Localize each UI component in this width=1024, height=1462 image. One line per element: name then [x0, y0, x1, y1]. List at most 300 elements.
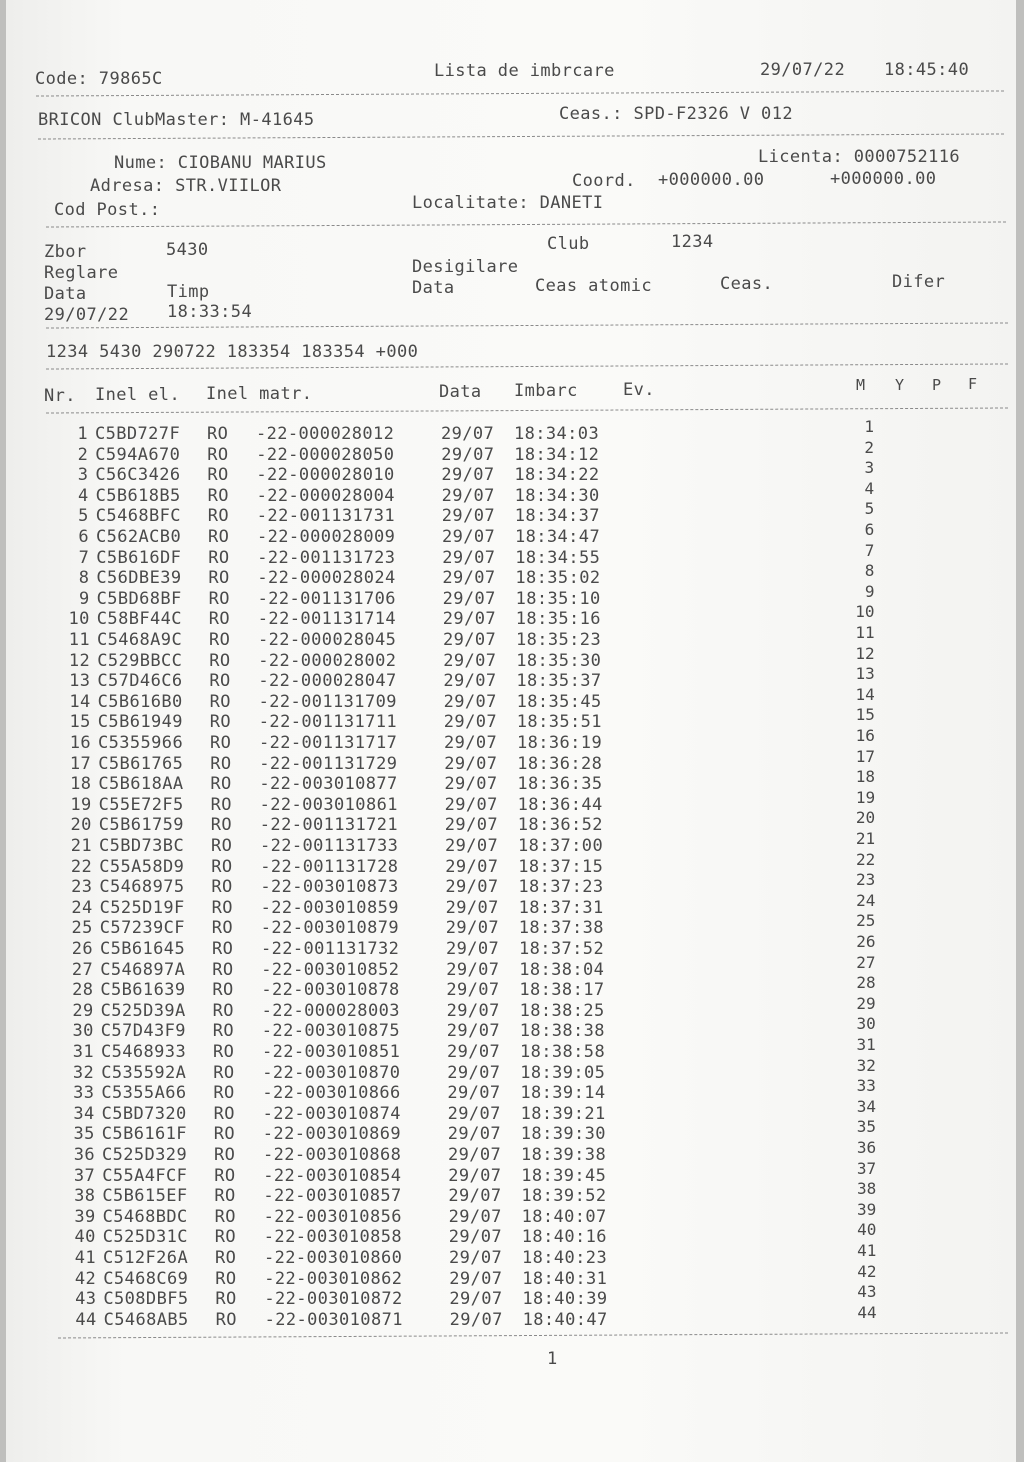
country-code: RO [211, 836, 233, 856]
country-code: RO [214, 1206, 236, 1227]
seal-data-label: Data [412, 278, 455, 298]
boarding-date: 29/07 [448, 1145, 502, 1165]
divider [46, 363, 1008, 369]
country-code: RO [209, 630, 231, 650]
ring-number: -22-000028012 [256, 424, 395, 444]
ring-number: -22-000028050 [256, 444, 395, 465]
boarding-date: 29/07 [446, 959, 500, 980]
boarding-time: 18:39:38 [521, 1145, 607, 1165]
ring-number: -22-000028002 [258, 650, 397, 671]
country-code: RO [207, 424, 229, 444]
country-code: RO [212, 980, 234, 1001]
electronic-ring: C525D19F [99, 897, 185, 918]
desigilare-label: Desigilare [412, 257, 519, 277]
country-code: RO [210, 753, 232, 774]
sequence-number: 13 [855, 664, 875, 684]
row-number: 41 [74, 1248, 96, 1268]
boarding-time: 18:35:51 [516, 712, 602, 733]
electronic-ring: C5BD727F [95, 424, 181, 444]
country-code: RO [213, 1103, 235, 1124]
clubmaster-id: BRICON ClubMaster: M-41645 [38, 110, 315, 130]
boarding-time: 18:36:35 [517, 774, 603, 795]
boarding-date: 29/07 [441, 444, 495, 465]
sequence-number: 7 [864, 540, 875, 560]
boarding-time: 18:34:47 [515, 527, 601, 547]
code-label: Code: 79865C [35, 69, 163, 89]
sequence-number: 22 [855, 849, 876, 869]
boarding-date: 29/07 [446, 1000, 500, 1021]
owner-address: Adresa: STR.VIILOR [90, 176, 282, 196]
country-code: RO [208, 588, 230, 609]
electronic-ring: C57D46C6 [97, 671, 183, 692]
country-code: RO [214, 1145, 236, 1165]
ring-number: -22-003010873 [260, 877, 399, 898]
sequence-number: 32 [856, 1055, 876, 1075]
ring-number: -22-001131733 [260, 836, 399, 856]
row-number: 1 [77, 424, 88, 444]
sequence-number: 4 [864, 478, 875, 498]
reglare-label: Reglare [44, 263, 119, 283]
sequence-number: 14 [855, 684, 875, 704]
electronic-ring: C57239CF [99, 918, 185, 939]
sequence-number: 41 [857, 1241, 877, 1260]
electronic-ring: C525D39A [100, 1000, 186, 1021]
ring-number: -22-003010851 [262, 1042, 401, 1062]
boarding-date: 29/07 [448, 1186, 502, 1207]
sequence-number: 29 [856, 993, 876, 1013]
ring-number: -22-003010866 [262, 1083, 401, 1104]
boarding-date: 29/07 [443, 691, 497, 712]
sequence-number: 42 [857, 1261, 877, 1281]
ring-number: -22-003010854 [263, 1165, 402, 1186]
ring-number: -22-001131723 [257, 547, 396, 568]
electronic-ring: C5B61765 [98, 753, 184, 774]
country-code: RO [211, 856, 233, 877]
electronic-ring: C5468BFC [95, 506, 181, 527]
country-code: RO [208, 527, 230, 547]
ring-number: -22-001131729 [259, 753, 398, 774]
ring-number: -22-003010877 [259, 774, 398, 795]
country-code: RO [209, 650, 231, 671]
sequence-number: 6 [864, 520, 875, 539]
boarding-time: 18:37:00 [518, 836, 604, 856]
electronic-ring: C5B615EF [102, 1186, 188, 1207]
row-number: 44 [75, 1309, 97, 1330]
sequence-number: 26 [856, 932, 876, 951]
ring-number: -22-003010870 [262, 1062, 401, 1083]
electronic-ring: C55A58D9 [99, 856, 185, 877]
row-number: 9 [78, 588, 90, 609]
country-code: RO [214, 1186, 236, 1207]
row-number: 33 [73, 1083, 95, 1104]
sequence-number: 16 [855, 726, 875, 745]
electronic-ring: C5468A9C [97, 630, 183, 650]
boarding-time: 18:36:52 [517, 815, 603, 836]
coord-longitude: +000000.00 [830, 169, 937, 189]
sequence-number: 28 [856, 973, 876, 993]
boarding-time: 18:35:45 [516, 691, 602, 712]
country-code: RO [215, 1309, 237, 1330]
ring-number: -22-001131706 [257, 588, 396, 609]
boarding-time: 18:40:47 [522, 1309, 608, 1330]
flight-summary-line: 1234 5430 290722 183354 183354 +000 [46, 342, 419, 362]
boarding-date: 29/07 [443, 630, 497, 650]
page-number: 1 [547, 1349, 558, 1369]
row-number: 14 [69, 691, 91, 712]
ring-number: -22-003010871 [264, 1309, 403, 1330]
row-number: 31 [72, 1042, 94, 1062]
boarding-date: 29/07 [447, 1042, 501, 1062]
row-number: 18 [70, 774, 92, 795]
sequence-number: 38 [856, 1179, 877, 1199]
ring-number: -22-000028009 [257, 527, 396, 547]
ring-number: -22-000028003 [261, 1000, 400, 1021]
country-code: RO [207, 506, 230, 527]
ring-number: -22-003010869 [262, 1124, 402, 1145]
boarding-date: 29/07 [449, 1248, 503, 1268]
ring-number: -22-003010874 [262, 1103, 401, 1124]
divider [46, 407, 1008, 413]
row-number: 38 [74, 1186, 96, 1207]
ring-number: -22-003010858 [263, 1227, 403, 1248]
sequence-number: 9 [864, 581, 875, 601]
electronic-ring: C5BD7320 [101, 1103, 187, 1124]
boarding-date: 29/07 [441, 424, 495, 444]
boarding-time: 18:38:04 [519, 959, 605, 980]
boarding-date: 29/07 [445, 918, 499, 939]
row-number: 21 [70, 836, 92, 856]
boarding-time: 18:35:23 [516, 630, 602, 650]
country-code: RO [215, 1248, 237, 1268]
timp-label: Timp [167, 282, 210, 302]
divider [36, 90, 1004, 96]
boarding-time: 18:39:52 [521, 1186, 607, 1207]
sequence-number: 36 [856, 1138, 877, 1157]
sequence-number: 19 [855, 787, 876, 807]
row-number: 13 [69, 671, 91, 692]
ring-number: -22-000028004 [256, 485, 395, 506]
country-code: RO [211, 918, 234, 939]
electronic-ring: C525D31C [102, 1227, 188, 1248]
row-number: 20 [70, 815, 92, 836]
row-number: 22 [70, 856, 93, 877]
row-number: 15 [69, 712, 91, 733]
col-y: Y [895, 376, 905, 394]
country-code: RO [213, 1062, 235, 1083]
row-number: 42 [74, 1268, 97, 1289]
sequence-number: 25 [856, 911, 876, 931]
col-nr: Nr. [44, 386, 76, 406]
row-number: 2 [77, 444, 89, 465]
sequence-number: 27 [856, 952, 876, 972]
boarding-time: 18:34:12 [514, 444, 600, 465]
row-number: 29 [72, 1000, 94, 1021]
boarding-time: 18:35:37 [516, 671, 602, 692]
row-number: 12 [68, 650, 91, 671]
data-label: Data [44, 284, 87, 304]
country-code: RO [214, 1227, 237, 1248]
ring-number: -22-003010872 [264, 1289, 403, 1310]
sequence-number: 12 [855, 643, 875, 663]
clock-label: Ceas. [720, 274, 774, 294]
boarding-date: 29/07 [444, 774, 498, 795]
ring-number: -22-003010857 [263, 1186, 402, 1207]
sequence-number: 44 [857, 1302, 877, 1322]
boarding-date: 29/07 [449, 1309, 503, 1330]
electronic-ring: C5468975 [99, 877, 185, 898]
country-code: RO [208, 547, 230, 568]
country-code: RO [211, 897, 233, 918]
country-code: RO [210, 815, 233, 836]
country-code: RO [213, 1042, 235, 1062]
boarding-date: 29/07 [448, 1165, 502, 1186]
sequence-number: 15 [855, 705, 875, 725]
electronic-ring: C5B6161F [101, 1124, 187, 1145]
row-number: 39 [74, 1206, 96, 1227]
boarding-date: 29/07 [446, 1021, 500, 1042]
ring-number: -22-000028045 [258, 630, 397, 650]
ring-number: -22-003010861 [259, 794, 398, 815]
boarding-date: 29/07 [442, 568, 496, 589]
boarding-date: 29/07 [444, 794, 498, 815]
country-code: RO [210, 774, 232, 795]
row-number: 28 [72, 980, 94, 1001]
boarding-time: 18:39:14 [520, 1083, 606, 1104]
boarding-time: 18:38:38 [519, 1021, 605, 1042]
club-number: 1234 [671, 232, 714, 252]
country-code: RO [209, 691, 231, 712]
country-code: RO [212, 1000, 234, 1021]
ring-number: -22-001131714 [257, 609, 397, 630]
country-code: RO [208, 568, 230, 589]
electronic-ring: C508DBF5 [103, 1289, 189, 1310]
club-label: Club [547, 234, 590, 254]
electronic-ring: C5468C69 [103, 1268, 189, 1289]
clock-id: Ceas.: SPD-F2326 V 012 [559, 104, 793, 124]
row-number: 4 [77, 485, 89, 506]
col-inel-el: Inel el. [95, 385, 181, 405]
row-number: 26 [71, 939, 93, 959]
col-m: M [856, 376, 866, 394]
country-code: RO [213, 1124, 236, 1145]
boarding-time: 18:37:15 [518, 856, 604, 877]
sequence-number: 33 [856, 1076, 876, 1096]
boarding-time: 18:38:25 [519, 1000, 605, 1021]
row-number: 35 [73, 1124, 95, 1145]
ring-number: -22-001131717 [259, 733, 398, 753]
country-code: RO [209, 671, 231, 692]
row-number: 10 [68, 609, 90, 630]
row-number: 27 [71, 959, 94, 980]
boarding-time: 18:37:23 [518, 877, 604, 898]
boarding-time: 18:34:55 [515, 547, 601, 568]
electronic-ring: C5B61949 [97, 712, 183, 733]
country-code: RO [213, 1083, 235, 1104]
ring-number: -22-001131731 [256, 506, 396, 527]
col-ev: Ev. [623, 380, 655, 400]
ring-number: -22-003010879 [260, 918, 400, 939]
electronic-ring: C5B616B0 [97, 691, 183, 712]
electronic-ring: C58BF44C [96, 609, 182, 630]
country-code: RO [207, 485, 229, 506]
boarding-time: 18:39:30 [520, 1124, 606, 1145]
row-number: 34 [73, 1103, 95, 1124]
electronic-ring: C55E72F5 [98, 794, 184, 815]
electronic-ring: C56DBE39 [96, 568, 182, 589]
printout-sheet [6, 0, 1016, 1462]
row-number: 30 [72, 1021, 94, 1042]
boarding-time: 18:35:30 [516, 650, 602, 671]
boarding-date: 29/07 [446, 939, 500, 959]
electronic-ring: C55A4FCF [102, 1165, 188, 1186]
boarding-date: 29/07 [447, 1083, 501, 1104]
sequence-number: 43 [857, 1282, 877, 1302]
boarding-date: 29/07 [447, 1124, 501, 1145]
sequence-number: 10 [855, 602, 875, 622]
boarding-date: 29/07 [445, 897, 499, 918]
country-code: RO [212, 1021, 235, 1042]
boarding-time: 18:39:05 [520, 1062, 606, 1083]
ring-number: -22-001131709 [258, 691, 397, 712]
boarding-time: 18:35:10 [515, 588, 601, 609]
print-time: 18:45:40 [884, 60, 970, 80]
sequence-number: 23 [856, 870, 876, 890]
row-number: 32 [72, 1062, 95, 1083]
licence-number: Licenta: 0000752116 [758, 147, 961, 167]
ring-number: -22-001131728 [260, 856, 399, 877]
electronic-ring: C562ACB0 [96, 527, 182, 547]
electronic-ring: C525D329 [102, 1145, 188, 1165]
row-number: 7 [78, 547, 90, 568]
row-number: 37 [73, 1165, 96, 1186]
row-number: 43 [75, 1289, 97, 1310]
row-number: 25 [71, 918, 93, 939]
electronic-ring: C5BD68BF [96, 588, 182, 609]
boarding-date: 29/07 [442, 609, 496, 630]
electronic-ring: C56C3426 [95, 465, 181, 486]
row-number: 6 [78, 527, 89, 547]
electronic-ring: C546897A [100, 959, 186, 980]
ring-number: -22-003010852 [261, 959, 400, 980]
sequence-number: 17 [855, 746, 875, 766]
electronic-ring: C535592A [101, 1062, 187, 1083]
print-date: 29/07/22 [760, 60, 846, 80]
electronic-ring: C512F26A [103, 1248, 189, 1268]
boarding-date: 29/07 [447, 1062, 501, 1083]
sequence-number: 5 [864, 499, 875, 519]
atomic-clock-label: Ceas atomic [535, 276, 652, 296]
boarding-date: 29/07 [449, 1289, 503, 1310]
country-code: RO [208, 609, 231, 630]
boarding-date: 29/07 [448, 1206, 502, 1227]
country-code: RO [211, 877, 233, 898]
boarding-time: 18:40:23 [522, 1248, 608, 1268]
boarding-date: 29/07 [447, 1103, 501, 1124]
boarding-time: 18:34:22 [514, 465, 600, 486]
boarding-date: 29/07 [445, 877, 499, 898]
row-number: 23 [71, 877, 93, 898]
electronic-ring: C529BBCC [97, 650, 183, 671]
difference-label: Difer [892, 272, 946, 292]
row-number: 40 [74, 1227, 96, 1248]
row-number: 11 [68, 630, 90, 650]
boarding-time: 18:39:21 [520, 1103, 606, 1124]
boarding-date: 29/07 [442, 527, 496, 547]
electronic-ring: C57D43F9 [100, 1021, 186, 1042]
boarding-date: 29/07 [443, 671, 497, 692]
row-number: 17 [69, 753, 92, 774]
boarding-time: 18:36:44 [517, 794, 603, 815]
country-code: RO [210, 794, 232, 815]
flight-number: 5430 [166, 240, 209, 260]
boarding-date: 29/07 [444, 753, 498, 774]
coords-label: Coord. [572, 171, 636, 191]
boarding-date: 29/07 [445, 856, 499, 877]
electronic-ring: C5B618B5 [95, 485, 181, 506]
ring-number: -22-003010860 [264, 1248, 403, 1268]
flight-label: Zbor [44, 242, 87, 262]
owner-name: Nume: CIOBANU MARIUS [114, 153, 327, 173]
ring-number: -22-000028024 [257, 568, 396, 589]
boarding-date: 29/07 [443, 712, 497, 733]
country-code: RO [212, 959, 234, 980]
divider [58, 1333, 1008, 1339]
ring-number: -22-003010868 [263, 1145, 402, 1165]
row-number: 8 [78, 568, 90, 589]
boarding-time: 18:35:16 [515, 609, 601, 630]
country-code: RO [214, 1165, 236, 1186]
electronic-ring: C5355A66 [101, 1083, 187, 1104]
ring-number: -22-003010875 [261, 1021, 401, 1042]
boarding-time: 18:36:28 [517, 753, 603, 774]
col-p: P [932, 376, 942, 394]
sequence-number: 3 [864, 458, 875, 478]
electronic-ring: C5B61645 [100, 939, 186, 959]
col-imbarc: Imbarc [514, 381, 578, 401]
postcode-label: Cod Post.: [54, 200, 161, 220]
locality: Localitate: DANETI [412, 193, 604, 213]
boarding-date: 29/07 [443, 650, 497, 671]
boarding-time: 18:38:58 [520, 1042, 606, 1062]
set-date: 29/07/22 [44, 305, 130, 325]
boarding-time: 18:37:31 [518, 897, 604, 918]
sequence-number: 21 [855, 829, 876, 848]
col-data: Data [439, 382, 482, 402]
electronic-ring: C5BD73BC [99, 836, 185, 856]
sequence-number: 39 [857, 1199, 877, 1219]
boarding-date: 29/07 [441, 485, 495, 506]
sequence-number: 37 [856, 1158, 877, 1178]
boarding-time: 18:40:07 [521, 1206, 607, 1227]
boarding-time: 18:37:38 [518, 918, 604, 939]
sequence-number: 30 [856, 1014, 876, 1034]
electronic-ring: C5B61639 [100, 980, 186, 1001]
country-code: RO [210, 733, 232, 753]
sequence-number: 40 [857, 1220, 877, 1240]
boarding-time: 18:36:19 [517, 733, 603, 753]
electronic-ring: C594A670 [95, 444, 181, 465]
ring-number: -22-000028010 [256, 465, 395, 486]
sequence-number: 2 [864, 437, 875, 457]
col-f: F [968, 375, 978, 393]
row-number: 19 [70, 794, 92, 815]
boarding-date: 29/07 [442, 547, 496, 568]
electronic-ring: C5B61759 [98, 815, 184, 836]
divider [38, 133, 1004, 139]
row-number: 5 [78, 506, 89, 527]
electronic-ring: C5468AB5 [103, 1309, 189, 1330]
divider [46, 221, 1006, 227]
